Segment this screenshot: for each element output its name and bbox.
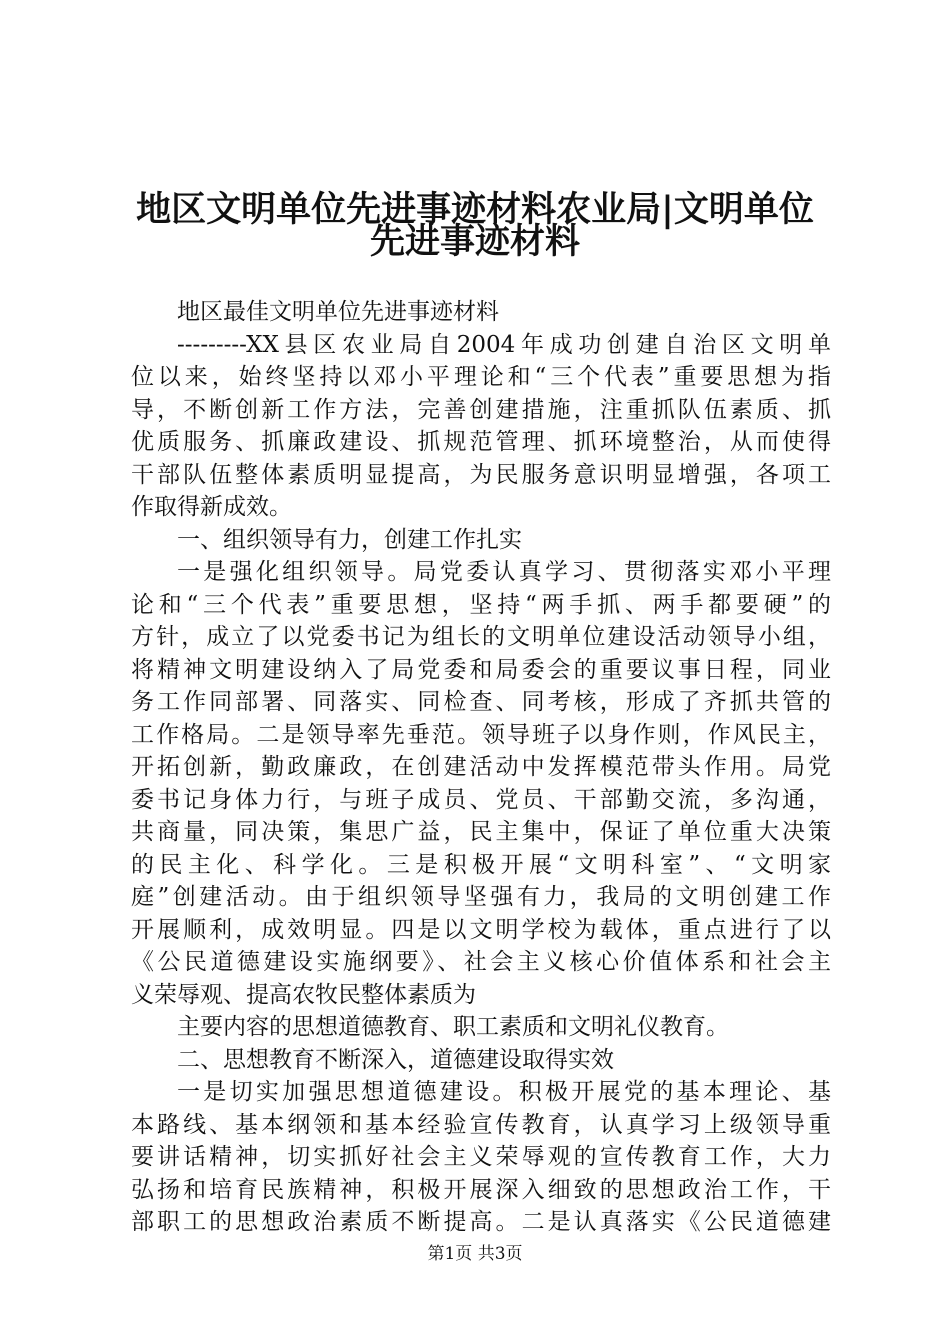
body-text-line: 弘扬和培育民族精神，积极开展深入细致的思想政治工作，干 xyxy=(131,1176,831,1203)
body-text-line: 委书记身体力行，与班子成员、党员、干部勤交流，多沟通， xyxy=(131,786,831,813)
body-text-line: 开展顺利，成效明显。四是以文明学校为载体，重点进行了以 xyxy=(131,916,831,943)
body-text-line: 义荣辱观、提高农牧民整体素质为 xyxy=(131,981,476,1008)
body-text-line: 务工作同部署、同落实、同检查、同考核，形成了齐抓共管的 xyxy=(131,689,831,715)
body-text-line: 导，不断创新工作方法，完善创建措施，注重抓队伍素质、抓 xyxy=(131,396,831,423)
body-text-line: 一是强化组织领导。局党委认真学习、贯彻落实邓小平理 xyxy=(177,559,831,585)
body-text-line: 要讲话精神，切实抓好社会主义荣辱观的宣传教育工作，大力 xyxy=(131,1144,831,1170)
body-text-line: 工作格局。二是领导率先垂范。领导班子以身作则，作风民主， xyxy=(131,721,831,748)
body-text-line: 位以来，始终坚持以邓小平理论和“三个代表”重要思想为指 xyxy=(131,364,831,390)
body-text-line: 方针，成立了以党委书记为组长的文明单位建设活动领导小组， xyxy=(131,624,831,650)
body-text-line: 本路线、基本纲领和基本经验宣传教育，认真学习上级领导重 xyxy=(131,1111,831,1138)
document-title-line-2: 先进事迹材料 xyxy=(369,221,580,262)
body-text-line: ---------XX县区农业局自2004年成功创建自治区文明单 xyxy=(177,331,831,358)
body-text-line: 地区最佳文明单位先进事迹材料 xyxy=(177,299,499,325)
body-text-line: 共商量，同决策，集思广益，民主集中，保证了单位重大决策 xyxy=(131,819,831,845)
body-text-line: 论和“三个代表”重要思想，坚持“两手抓、两手都要硬”的 xyxy=(131,591,831,618)
document-body xyxy=(131,296,831,1239)
body-text-line: 部职工的思想政治素质不断提高。二是认真落实《公民道德建 xyxy=(131,1209,831,1235)
body-text-line: 作取得新成效。 xyxy=(131,494,292,520)
body-text-line: 的民主化、科学化。三是积极开展“文明科室”、“文明家 xyxy=(131,851,831,878)
body-text-line: 庭”创建活动。由于组织领导坚强有力，我局的文明创建工作 xyxy=(131,884,831,910)
body-text-line: 二、思想教育不断深入，道德建设取得实效 xyxy=(177,1046,614,1073)
document-title-line-1: 地区文明单位先进事迹材料农业局|文明单位 xyxy=(136,189,814,230)
body-text-line: 《公民道德建设实施纲要》、社会主义核心价值体系和社会主 xyxy=(131,949,831,975)
body-text-line: 干部队伍整体素质明显提高，为民服务意识明显增强，各项工 xyxy=(131,461,831,488)
body-text-line: 主要内容的思想道德教育、职工素质和文明礼仪教育。 xyxy=(177,1014,729,1040)
body-text-line: 将精神文明建设纳入了局党委和局委会的重要议事日程，同业 xyxy=(131,656,831,683)
body-text-line: 一、组织领导有力，创建工作扎实 xyxy=(177,526,522,553)
body-text-line: 优质服务、抓廉政建设、抓规范管理、抓环境整治，从而使得 xyxy=(131,429,831,455)
body-text-line: 一是切实加强思想道德建设。积极开展党的基本理论、基 xyxy=(177,1079,831,1105)
page-footer: 第1页 共3页 xyxy=(427,1244,523,1264)
body-text-line: 开拓创新，勤政廉政，在创建活动中发挥模范带头作用。局党 xyxy=(131,754,831,780)
